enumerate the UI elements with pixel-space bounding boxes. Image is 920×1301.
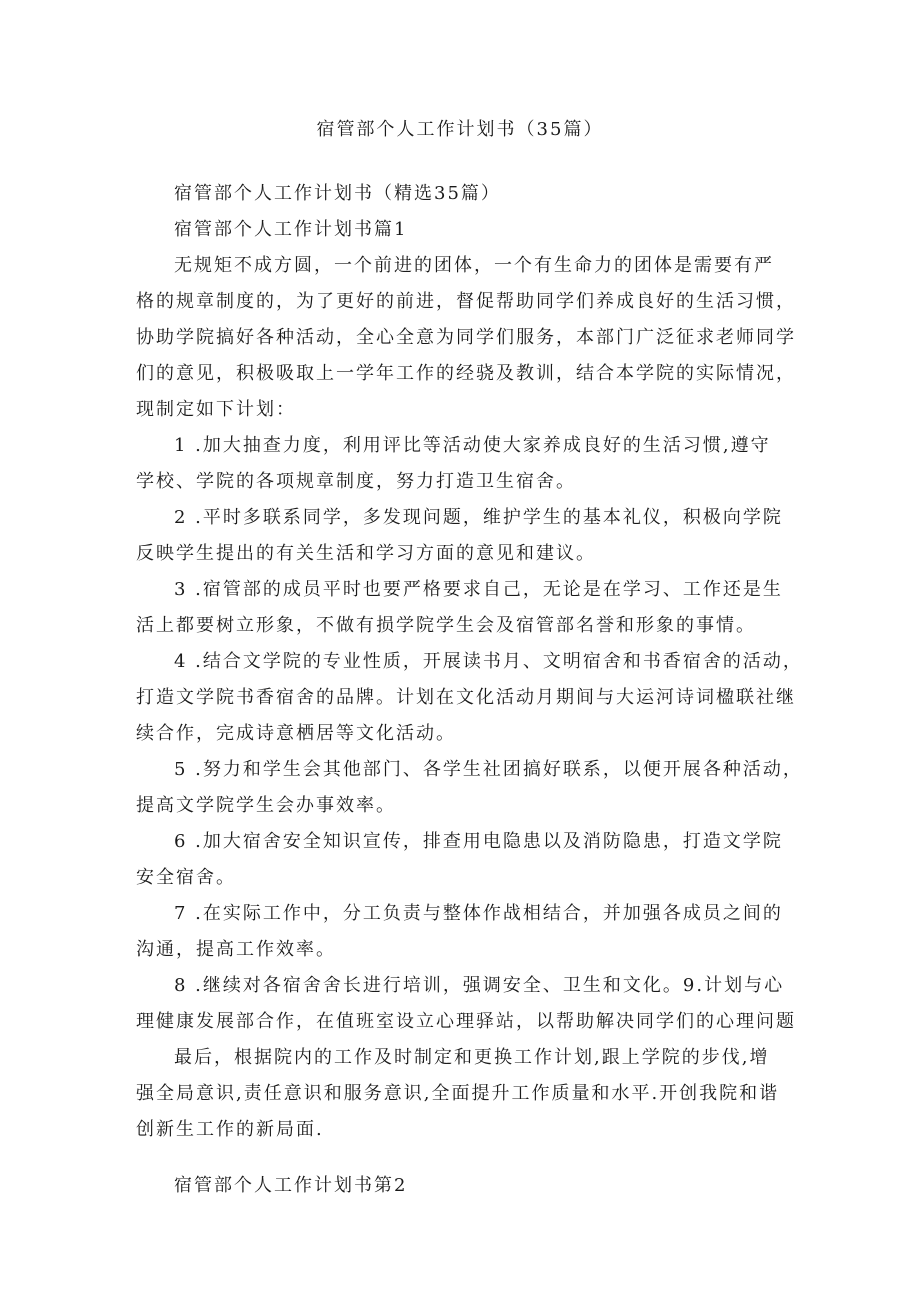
paragraph [136, 572, 788, 644]
paragraph-line: 2 .平时多联系同学，多发现问题，维护学生的基本礼仪，积极向学院 [174, 507, 783, 528]
paragraph-line: 3 .宿管部的成员平时也要严格要求自己，无论是在学习、工作还是生 [174, 579, 783, 600]
paragraph [136, 1040, 788, 1148]
paragraph-line: 们的意见，积极吸取上一学年工作的经骁及教训，结合本学院的实际情况， [136, 363, 796, 384]
paragraph [136, 428, 788, 500]
paragraph [136, 824, 788, 896]
document-body [136, 176, 803, 1204]
paragraph [136, 896, 788, 968]
paragraph-line: 反映学生提出的有关生活和学习方面的意见和建议。 [136, 543, 596, 564]
paragraph [136, 752, 803, 824]
section-heading: 宿管部个人工作计划书篇1 [174, 219, 408, 240]
next-section-heading: 宿管部个人工作计划书第2 [174, 1175, 408, 1196]
paragraph-line: 5 .努力和学生会其他部门、各学生社团搞好联系，以便开展各种活动， [174, 759, 803, 780]
paragraph-line: 现制定如下计划： [136, 399, 296, 420]
paragraph [136, 248, 796, 428]
paragraph-line: 打造文学院书香宿舍的品牌。计划在文化活动月期间与大运河诗词楹联社继 [136, 687, 796, 708]
paragraph-line: 8 .继续对各宿舍舍长进行培训，强调安全、卫生和文化。9.计划与心 [174, 975, 785, 996]
paragraph-line: 6 .加大宿舍安全知识宣传，排查用电隐患以及消防隐患，打造文学院 [174, 831, 783, 852]
paragraph-line: 安全宿舍。 [136, 867, 236, 888]
paragraph-line: 学校、学院的各项规章制度，努力打造卫生宿舍。 [136, 471, 576, 492]
paragraph-line: 活上都要树立形象，不做有损学院学生会及宿管部名誉和形象的事情。 [136, 615, 756, 636]
paragraph-line: 格的规章制度的，为了更好的前进，督促帮助同学们养成良好的生活习惯， [136, 291, 796, 312]
paragraph-line: 1 .加大抽查力度，利用评比等活动使大家养成良好的生活习惯,遵守 [174, 435, 771, 456]
paragraph [136, 644, 803, 752]
paragraph-line: 7 .在实际工作中，分工负责与整体作战相结合，并加强各成员之间的 [174, 903, 783, 924]
paragraph [136, 500, 788, 572]
paragraph-line: 创新生工作的新局面. [136, 1119, 324, 1140]
paragraph-list [136, 248, 803, 1148]
paragraph-line: 理健康发展部合作，在值班室设立心理驿站，以帮助解决同学们的心理问题 [136, 1011, 796, 1032]
paragraph-line: 最后，根据院内的工作及时制定和更换工作计划,跟上学院的步伐,增 [174, 1047, 770, 1068]
document-subtitle: 宿管部个人工作计划书（精选35篇） [174, 183, 501, 204]
document-title: 宿管部个人工作计划书（35篇） [316, 119, 604, 140]
paragraph-line: 提高文学院学生会办事效率。 [136, 795, 396, 816]
paragraph-line: 沟通，提高工作效率。 [136, 939, 336, 960]
paragraph-line: 协助学院搞好各种活动，全心全意为同学们服务，本部门广泛征求老师同学 [136, 327, 796, 348]
paragraph-line: 续合作，完成诗意栖居等文化活动。 [136, 723, 456, 744]
paragraph-line: 无规矩不成方圆，一个前进的团体，一个有生命力的团体是需要有严 [174, 255, 774, 276]
paragraph [136, 968, 796, 1040]
paragraph-line: 强全局意识,责任意识和服务意识,全面提升工作质量和水平.开创我院和谐 [136, 1083, 780, 1104]
paragraph-line: 4 .结合文学院的专业性质，开展读书月、文明宿舍和书香宿舍的活动， [174, 651, 803, 672]
